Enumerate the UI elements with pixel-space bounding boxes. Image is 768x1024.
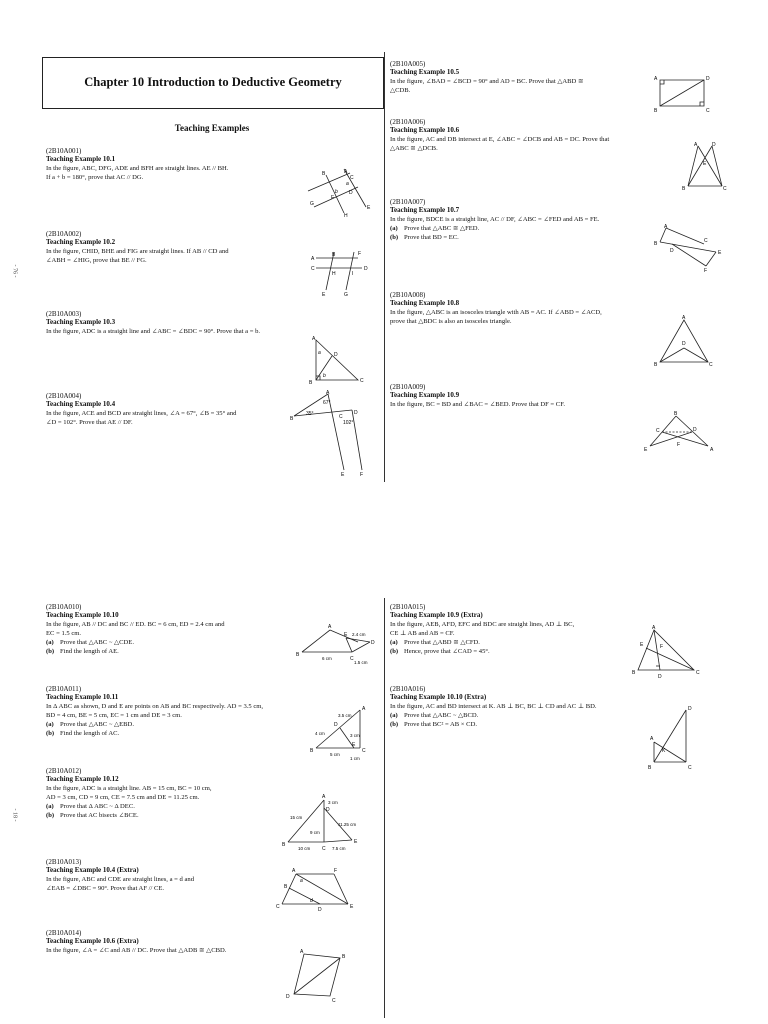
example-code: (2B10A003) xyxy=(46,310,82,318)
label-D: D xyxy=(371,640,375,646)
line-ab xyxy=(688,146,698,186)
label-D: D xyxy=(354,410,358,416)
length-bd: 4 cm xyxy=(315,731,325,736)
figure-10-1 xyxy=(304,165,380,219)
option-b: (b) Prove that BC² = AB × CD. xyxy=(390,721,477,728)
label-E: E xyxy=(350,904,354,910)
section-title: Teaching Examples xyxy=(174,123,250,133)
label-B: B xyxy=(309,380,313,386)
figure-10-10 xyxy=(294,622,378,668)
figure-10-10-extra xyxy=(644,702,696,772)
length-ec: 1 cm xyxy=(350,756,360,761)
label-F: F xyxy=(358,251,362,257)
label-B: B xyxy=(284,884,288,890)
line-cd xyxy=(352,642,370,652)
example-code: (2B10A002) xyxy=(46,230,82,238)
triangle-abc xyxy=(638,630,694,670)
line-ac xyxy=(666,228,704,244)
label-F: F xyxy=(360,472,364,478)
label-C: C xyxy=(350,175,354,181)
example-code: (2B10A007) xyxy=(390,198,426,206)
right-angle-c xyxy=(700,102,704,106)
example-text: If a + b = 180°, prove that AC // DG. xyxy=(46,174,144,181)
example-text: CE ⊥ AB and AB = CF. xyxy=(390,630,455,637)
example-code: (2B10A012) xyxy=(46,767,82,775)
example-code: (2B10A008) xyxy=(390,291,426,299)
example-text: In the figure, ∠A = ∠C and AB // DC. Prove that △ADB ≅ △CBD. xyxy=(46,947,227,954)
example-code: (2B10A009) xyxy=(390,383,426,391)
example-heading: Teaching Example 10.9 (Extra) xyxy=(390,611,483,619)
length-ed: 2.4 cm xyxy=(352,632,366,637)
example-text: AD = 3 cm, CD = 9 cm, CE = 7.5 cm and DE = 11.25 cm. xyxy=(46,794,200,801)
option-b: (b) Hence, prove that ∠CAD = 45°. xyxy=(390,648,490,655)
label-A: A xyxy=(312,336,316,342)
option-b: (b) Prove that BD = EC. xyxy=(390,234,459,241)
line-bd xyxy=(654,710,686,762)
label-A: A xyxy=(328,624,332,630)
example-text: ∠D = 102°. Prove that AE // DF. xyxy=(46,419,133,426)
label-D: D xyxy=(706,76,710,82)
example-heading: Teaching Example 10.7 xyxy=(390,206,460,214)
label-D: D xyxy=(364,266,368,272)
figure-10-4 xyxy=(290,390,370,478)
example-text: In the figure, AC and DB intersect at E, ∠ABC = ∠DCB and AB = DC. Prove that xyxy=(390,136,610,143)
figure-10-7 xyxy=(652,222,726,272)
label-E: E xyxy=(644,447,648,453)
line-ba xyxy=(288,800,324,842)
label-C: C xyxy=(688,765,692,771)
option-b: (b) Find the length of AE. xyxy=(46,648,119,655)
label-A: A xyxy=(654,76,658,82)
figure-10-11 xyxy=(310,702,376,762)
example-text: ∠ABH = ∠HIG, prove that BE // FG. xyxy=(46,257,147,264)
example-text: In the figure, ACE and BCD are straight lines, ∠A = 67°, ∠B = 35° and xyxy=(46,410,237,417)
figure-10-12 xyxy=(280,792,364,852)
example-text: In the figure, CHID, BHE and FIG are straight lines. If AB // CD and xyxy=(46,248,229,255)
example-code: (2B10A015) xyxy=(390,603,426,611)
label-F: F xyxy=(660,644,664,650)
option-a: (a) Prove that △ABC ~ △CDE. xyxy=(46,639,134,646)
label-C: C xyxy=(350,656,354,662)
example-heading: Teaching Example 10.5 xyxy=(390,68,460,76)
label-D: D xyxy=(682,341,686,347)
option-a: (a) Prove that Δ ABC ~ Δ DEC. xyxy=(46,803,135,810)
example-10-1 xyxy=(46,147,336,182)
label-E: E xyxy=(322,292,326,298)
chapter-title: Chapter 10 Introduction to Deductive Geometry xyxy=(84,75,342,89)
column-divider-top xyxy=(384,52,385,482)
option-a: (a) Prove that △ABC ~ △BCD. xyxy=(390,712,479,719)
label-B: B xyxy=(322,171,326,177)
line-bd xyxy=(289,888,320,904)
label-A: A xyxy=(322,794,326,800)
label-B: B xyxy=(654,108,658,114)
example-10-4-extra xyxy=(46,858,286,893)
label-B: B xyxy=(654,241,658,247)
example-10-8 xyxy=(390,291,660,326)
angle-A: 67° xyxy=(323,400,331,406)
figure-10-9-extra xyxy=(628,624,700,680)
example-heading: Teaching Example 10.1 xyxy=(46,155,116,163)
option-a: (a) Prove that △ABC ~ △EBD. xyxy=(46,721,134,728)
label-C: C xyxy=(276,904,280,910)
label-B: B xyxy=(648,765,652,771)
example-text: ∠EAB = ∠DBC = 90°. Prove that AF // CE. xyxy=(46,885,165,892)
example-code: (2B10A011) xyxy=(46,685,82,693)
label-C: C xyxy=(696,670,700,676)
page-marker-top: - 76 - xyxy=(11,264,18,278)
example-text: In the figure, △ABC is an isosceles triangle with AB = AC. If ∠ABD = ∠ACD, xyxy=(390,309,602,316)
example-heading: Teaching Example 10.3 xyxy=(46,318,116,326)
length-ad: 3.5 cm xyxy=(338,713,352,718)
example-10-9 xyxy=(390,383,660,409)
label-H: H xyxy=(344,213,348,219)
label-G: G xyxy=(344,292,348,298)
example-text: In the figure, AB // DC and BC // ED. BC = 6 cm, ED = 2.4 cm and xyxy=(46,621,225,628)
label-B: B xyxy=(342,954,346,960)
example-text: In the figure, ∠BAD = ∠BCD = 90° and AD = BC. Prove that △ABD ≅ xyxy=(390,78,584,85)
figure-10-3 xyxy=(306,334,370,388)
figure-10-2 xyxy=(310,248,376,298)
example-10-11 xyxy=(46,685,336,738)
label-I: I xyxy=(352,271,354,277)
label-E: E xyxy=(703,161,707,167)
label-D: D xyxy=(349,190,353,196)
example-code: (2B10A001) xyxy=(46,147,82,155)
label-B: B xyxy=(632,670,636,676)
line-ed xyxy=(346,638,370,642)
example-text: In the figure, ABC, DFG, ADE and BFH are straight lines. AE // BH. xyxy=(46,165,229,172)
label-F: F xyxy=(677,442,681,448)
example-text: In the figure, BC = BD and ∠BAC = ∠BED. Prove that DF = CF. xyxy=(390,401,565,408)
label-C: C xyxy=(656,428,660,434)
label-D: D xyxy=(693,427,697,433)
label-C: C xyxy=(339,414,343,420)
label-B: B xyxy=(282,842,286,848)
example-text: In the figure, AC and BD intersect at K. AB ⊥ BC, BC ⊥ CD and AC ⊥ BD. xyxy=(390,703,597,710)
example-text: BD = 4 cm, BE = 5 cm, EC = 1 cm and DE = 3 cm. xyxy=(46,712,182,719)
diagonal-bd xyxy=(660,80,704,106)
length-bc: 6 cm xyxy=(322,656,332,661)
label-E: E xyxy=(640,642,644,648)
label-F: F xyxy=(334,868,338,874)
example-10-6 xyxy=(390,118,660,153)
label-E: E xyxy=(344,632,348,638)
label-A: A xyxy=(344,169,348,175)
example-10-9-extra xyxy=(390,603,640,656)
label-D: D xyxy=(318,907,322,913)
label-C: C xyxy=(322,846,326,852)
example-code: (2B10A005) xyxy=(390,60,426,68)
line-ac xyxy=(698,146,722,186)
example-text: In Δ ABC as shown, D and E are points on AB and BC respectively. AD = 3.5 cm, xyxy=(46,703,264,710)
example-heading: Teaching Example 10.11 xyxy=(46,693,119,701)
length-cd: 9 cm xyxy=(310,830,320,835)
label-A: A xyxy=(682,315,686,321)
line-ef xyxy=(706,252,716,266)
length-bc: 10 cm xyxy=(298,846,311,851)
example-text: In the figure, ABC and CDE are straight lines, a = d and xyxy=(46,876,195,883)
label-B: B xyxy=(654,362,658,368)
label-A: A xyxy=(664,224,668,230)
angle-B: 35° xyxy=(306,411,314,417)
label-A: A xyxy=(652,625,656,631)
length-ec: 1.5 cm xyxy=(354,660,368,665)
label-K: K xyxy=(662,748,666,754)
label-A: A xyxy=(292,868,296,874)
line-ba xyxy=(302,630,330,652)
label-A: A xyxy=(694,142,698,148)
option-b: (b) Prove that AC bisects ∠BCE. xyxy=(46,812,139,819)
line-ce xyxy=(346,638,352,652)
label-a: a xyxy=(346,181,349,187)
example-10-12 xyxy=(46,767,316,820)
example-code: (2B10A013) xyxy=(46,858,82,866)
example-heading: Teaching Example 10.10 (Extra) xyxy=(390,693,487,701)
example-heading: Teaching Example 10.9 xyxy=(390,391,460,399)
label-E: E xyxy=(718,250,722,256)
example-heading: Teaching Example 10.4 xyxy=(46,400,116,408)
example-heading: Teaching Example 10.8 xyxy=(390,299,460,307)
example-heading: Teaching Example 10.6 (Extra) xyxy=(46,937,139,945)
line-ce xyxy=(646,648,694,670)
example-heading: Teaching Example 10.4 (Extra) xyxy=(46,866,139,874)
label-C: C xyxy=(709,362,713,368)
example-text: prove that △BDC is also an isosceles triangle. xyxy=(390,318,512,325)
option-a: (a) Prove that △ABD ≅ △CFD. xyxy=(390,639,480,646)
example-text: In the figure, ADC is a straight line and ∠ABC = ∠BDC = 90°. Prove that a = b. xyxy=(46,328,261,335)
example-text: In the figure, ADC is a straight line. AB = 15 cm, BC = 10 cm, xyxy=(46,785,212,792)
label-C: C xyxy=(704,238,708,244)
page-marker-bottom: - 18 - xyxy=(11,808,18,822)
label-E: E xyxy=(354,839,358,845)
diagonal-db xyxy=(294,958,340,994)
length-ad: 3 cm xyxy=(328,800,338,805)
right-angle-a xyxy=(660,80,664,84)
example-10-10-extra xyxy=(390,685,650,729)
line-ab xyxy=(660,228,666,242)
chapter-title-box xyxy=(42,57,384,109)
label-C: C xyxy=(362,748,366,754)
line-bcd xyxy=(294,410,352,416)
line-ce xyxy=(324,840,352,842)
label-A: A xyxy=(362,706,366,712)
label-C: C xyxy=(332,998,336,1004)
label-B: B xyxy=(682,186,686,192)
quadrilateral-abcd xyxy=(294,954,340,996)
example-text: △CDB. xyxy=(390,87,411,94)
example-heading: Teaching Example 10.6 xyxy=(390,126,460,134)
label-C: C xyxy=(723,186,727,192)
label-b: b xyxy=(323,373,326,379)
figure-10-9 xyxy=(642,410,716,456)
column-divider-bottom xyxy=(384,598,385,1018)
label-D: D xyxy=(326,807,330,813)
example-text: EC = 1.5 cm. xyxy=(46,630,82,637)
option-b: (b) Find the length of AC. xyxy=(46,730,120,737)
label-A: A xyxy=(326,390,330,396)
label-D: D xyxy=(712,142,716,148)
label-D: D xyxy=(670,248,674,254)
example-10-7 xyxy=(390,198,660,242)
label-d: d xyxy=(310,898,313,904)
label-C: C xyxy=(311,266,315,272)
figure-10-6-extra xyxy=(284,948,354,1004)
label-B: B xyxy=(332,252,336,258)
label-B: B xyxy=(674,411,678,417)
example-code: (2B10A014) xyxy=(46,929,82,937)
example-heading: Teaching Example 10.12 xyxy=(46,775,119,783)
label-E: E xyxy=(341,472,345,478)
label-D: D xyxy=(688,706,692,712)
label-F: F xyxy=(704,268,708,272)
label-B: B xyxy=(310,748,314,754)
example-10-10 xyxy=(46,603,316,656)
example-10-6-extra xyxy=(46,929,306,955)
example-code: (2B10A010) xyxy=(46,603,82,611)
example-heading: Teaching Example 10.10 xyxy=(46,611,119,619)
label-b: b xyxy=(335,189,338,195)
label-C: C xyxy=(706,108,710,114)
example-code: (2B10A004) xyxy=(46,392,82,400)
line-ae xyxy=(296,874,348,904)
label-D: D xyxy=(286,994,290,1000)
label-a: a xyxy=(318,350,321,356)
line-ad xyxy=(654,630,660,670)
label-E: E xyxy=(367,205,371,211)
example-10-5 xyxy=(390,60,660,95)
label-B: B xyxy=(296,652,300,658)
label-D: D xyxy=(334,352,338,358)
figure-10-8 xyxy=(652,314,716,370)
length-ab: 15 cm xyxy=(290,815,303,820)
length-de: 11.25 cm xyxy=(338,822,357,827)
label-A: A xyxy=(300,949,304,955)
label-a: a xyxy=(300,878,303,884)
label-A: A xyxy=(650,736,654,742)
length-ce: 7.5 cm xyxy=(332,846,346,851)
label-F: F xyxy=(331,195,335,201)
line-ac xyxy=(654,742,686,762)
length-be: 5 cm xyxy=(330,752,340,757)
length-de: 3 cm xyxy=(350,733,360,738)
example-10-3 xyxy=(46,310,346,336)
label-G: G xyxy=(310,201,314,207)
label-C: C xyxy=(360,378,364,384)
label-D: D xyxy=(334,722,338,728)
label-D: D xyxy=(658,674,662,680)
example-code: (2B10A016) xyxy=(390,685,426,693)
angle-D: 102° xyxy=(343,420,354,426)
example-text: In the figure, BDCE is a straight line, AC // DF, ∠ABC = ∠FED and AB = FE. xyxy=(390,216,600,223)
example-text: In the figure, AEB, AFD, EFC and BDC are straight lines, AD ⊥ BC, xyxy=(390,621,575,628)
figure-10-4-extra xyxy=(276,864,360,914)
label-A: A xyxy=(311,256,315,262)
example-10-2 xyxy=(46,230,336,265)
line-dc xyxy=(712,146,722,186)
label-B: B xyxy=(290,416,294,422)
label-A: A xyxy=(710,447,714,453)
example-text: △ABC ≅ △DCB. xyxy=(390,145,438,152)
label-H: H xyxy=(332,271,336,277)
option-a: (a) Prove that △ABC ≅ △FED. xyxy=(390,225,480,232)
figure-10-5 xyxy=(652,74,714,116)
example-code: (2B10A006) xyxy=(390,118,426,126)
example-heading: Teaching Example 10.2 xyxy=(46,238,116,246)
label-E: E xyxy=(352,742,356,748)
line-db xyxy=(688,146,712,186)
figure-10-6 xyxy=(680,140,732,194)
line-df xyxy=(352,410,362,470)
